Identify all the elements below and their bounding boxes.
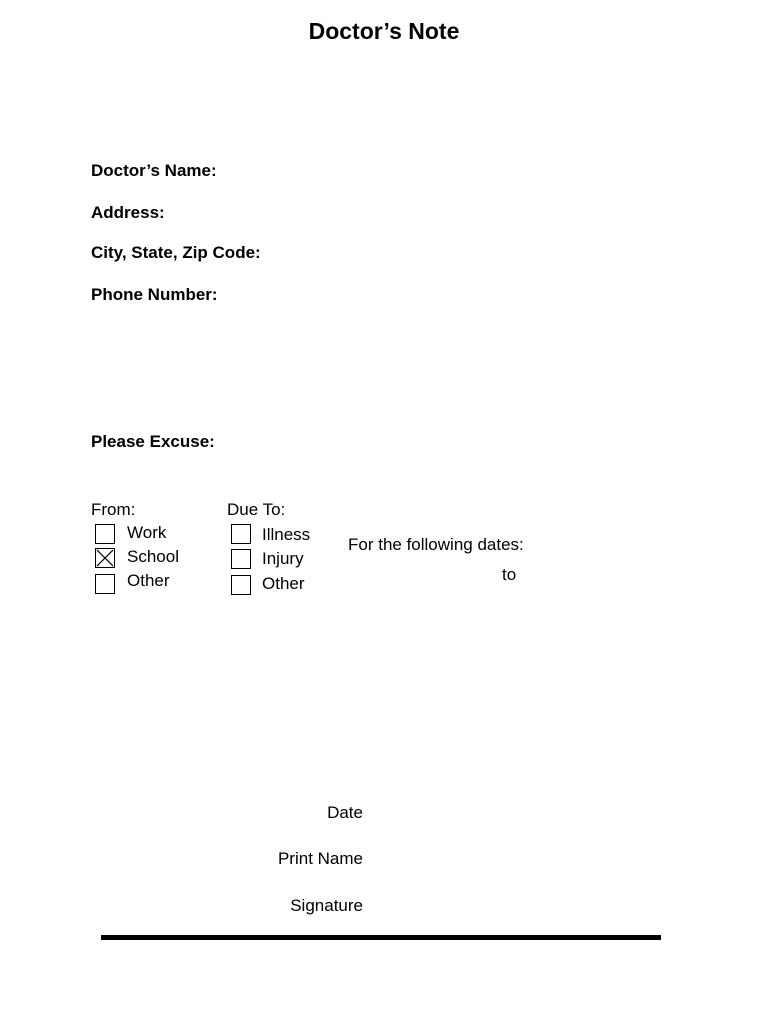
due-to-injury-checkbox[interactable] <box>231 549 251 569</box>
due-to-injury-label: Injury <box>262 549 304 568</box>
following-dates-label: For the following dates: <box>348 535 524 554</box>
print-name-label: Print Name <box>277 849 363 868</box>
from-school-checkbox[interactable] <box>95 548 115 568</box>
due-to-illness-label: Illness <box>262 525 311 544</box>
dates-to-label: to <box>502 565 517 584</box>
city-state-zip-label: City, State, Zip Code: <box>91 243 261 262</box>
due-to-other-label: Other <box>262 574 305 593</box>
from-label: From: <box>91 500 136 519</box>
page-title: Doctor’s Note <box>308 18 460 44</box>
signature-divider-line <box>101 935 661 940</box>
from-work-label: Work <box>127 523 167 542</box>
phone-number-label: Phone Number: <box>91 285 218 304</box>
due-to-other-checkbox[interactable] <box>231 575 251 595</box>
from-other-checkbox[interactable] <box>95 574 115 594</box>
due-to-label: Due To: <box>227 500 286 519</box>
doctor-name-label: Doctor’s Name: <box>91 161 217 180</box>
checkmark-x-icon <box>96 549 114 567</box>
signature-label: Signature <box>290 896 363 915</box>
due-to-illness-checkbox[interactable] <box>231 524 251 544</box>
address-label: Address: <box>91 203 165 222</box>
please-excuse-label: Please Excuse: <box>91 432 215 451</box>
date-label: Date <box>327 803 363 822</box>
from-school-label: School <box>127 547 179 566</box>
from-work-checkbox[interactable] <box>95 524 115 544</box>
from-other-label: Other <box>127 571 170 590</box>
